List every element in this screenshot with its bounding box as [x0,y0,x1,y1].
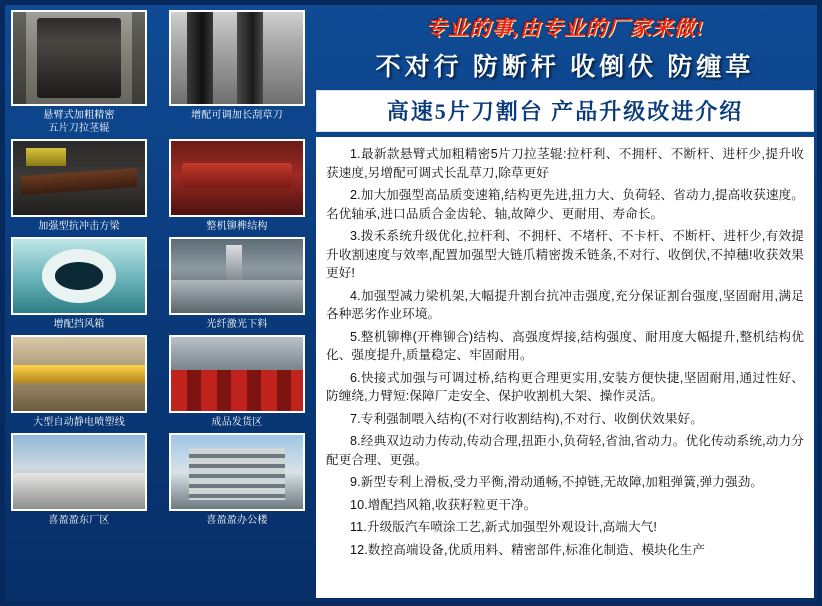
photo-caption [212,416,263,429]
factory-photo-shipping-area [169,335,305,413]
content-column [316,8,814,598]
photo-row [8,10,308,135]
photo-caption-line1: 光纤激光下料 [206,319,268,330]
photo-caption-line1: 成品发货区 [211,417,263,428]
feature-item: 1.最新款悬臂式加粗精密5片刀拉茎辊:拉杆利、不拥杆、不断杆、进杆少,提升收获速度,另增配可调式长乱草刀,除草更好 [326,147,804,180]
photo-caption [33,416,125,429]
product-photo-grass-knife [169,10,305,106]
headline-slogan: 专业的事,由专业的厂家来做! [425,16,705,40]
photo-caption-line2: 五片刀拉茎辊 [48,123,110,134]
feature-item: 10.增配挡风箱,收获籽粒更干净。 [350,497,537,512]
photo-caption-line1: 加强型抗冲击方梁 [38,221,120,232]
feature-list [316,137,814,598]
page-title: 高速5片刀割台 产品升级改进介绍 [316,90,814,132]
photo-cell [8,139,150,233]
photo-cell [8,10,150,135]
feature-item: 6.快接式加强与可调过桥,结构更合理更实用,安装方便快捷,坚固耐用,通过性好、防缠绕,力臂短:保障厂走安全、保护收割机大架、操作灵活。 [326,370,804,403]
factory-photo-laser-cutting [169,237,305,315]
photo-row [8,139,308,233]
photo-caption [54,318,105,331]
headline-features: 不对行 防断杆 收倒伏 防缠草 [375,54,755,81]
photo-caption [206,220,267,233]
product-photo-wind-box [11,237,147,315]
photo-cell [166,237,308,331]
photo-cell [8,433,150,527]
feature-item: 7.专利强制喂入结构(不对行收割结构),不对行、收倒伏效果好。 [350,411,703,426]
feature-item: 2.加大加强型高品质变速箱,结构更先进,扭力大、负荷轻、省动力,提高收获速度。名优轴承,进口品质合金齿轮、轴,故障少、更耐用、寿命长。 [326,188,804,221]
feature-item: 11.升级版汽车喷涂工艺,新式加强型外观设计,高端大气! [350,520,657,534]
photo-cell [166,433,308,527]
photo-row [8,433,308,527]
product-photo-stem-roller [11,10,147,106]
factory-photo-office-building [169,433,305,511]
photo-cell [8,335,150,429]
photo-caption-line1: 增配可调加长刮草刀 [191,110,283,121]
photo-grid [8,8,308,598]
photo-caption-line1: 增配挡风箱 [53,319,105,330]
photo-row [8,237,308,331]
feature-item: 8.经典双边动力传动,传动合理,扭距小,负荷轻,省油,省动力。优化传动系统,动力分配更合理、更强。 [326,434,804,467]
photo-cell [166,10,308,135]
photo-cell [166,139,308,233]
photo-caption-line1: 喜盈盈东厂区 [48,515,110,526]
photo-cell [166,335,308,429]
feature-item: 9.新型专利上滑板,受力平衡,滑动通畅,不掉链,无故障,加粗弹簧,弹力强劲。 [350,475,764,489]
photo-caption-line1: 整机铆榫结构 [206,221,268,232]
feature-item: 12.数控高端设备,优质用料、精密部件,标准化制造、模块化生产 [350,542,706,557]
photo-caption [206,318,267,331]
photo-caption-line1: 喜盈盈办公楼 [206,515,268,526]
photo-caption-line1: 悬臂式加粗精密 [43,110,115,121]
photo-cell [8,237,150,331]
feature-item: 3.拨禾系统升级优化,拉杆利、不拥杆、不堵杆、不卡杆、不断杆、进杆少,有效提升收割速度与效率,配置加强型大链爪精密拨禾链条,不对行、收倒伏,不掉穗!收获效果更好! [326,229,804,280]
feature-item: 4.加强型减力梁机架,大幅提升割台抗冲击强度,充分保证割台强度,坚固耐用,满足各种恶劣作业环境。 [326,288,804,321]
factory-photo-paint-line [11,335,147,413]
photo-caption [38,220,120,233]
factory-photo-east-plant [11,433,147,511]
photo-caption [191,109,283,122]
photo-caption [206,514,267,527]
photo-row [8,335,308,429]
product-photo-rivet-structure [169,139,305,217]
product-photo-square-beam [11,139,147,217]
photo-caption [48,514,109,527]
feature-item: 5.整机铆榫(开榫铆合)结构、高强度焊接,结构强度、耐用度大幅提升,整机结构优化、强度提升,质量稳定、牢固耐用。 [326,329,804,362]
photo-caption-line1: 大型自动静电喷塑线 [33,417,125,428]
photo-caption [43,109,114,135]
